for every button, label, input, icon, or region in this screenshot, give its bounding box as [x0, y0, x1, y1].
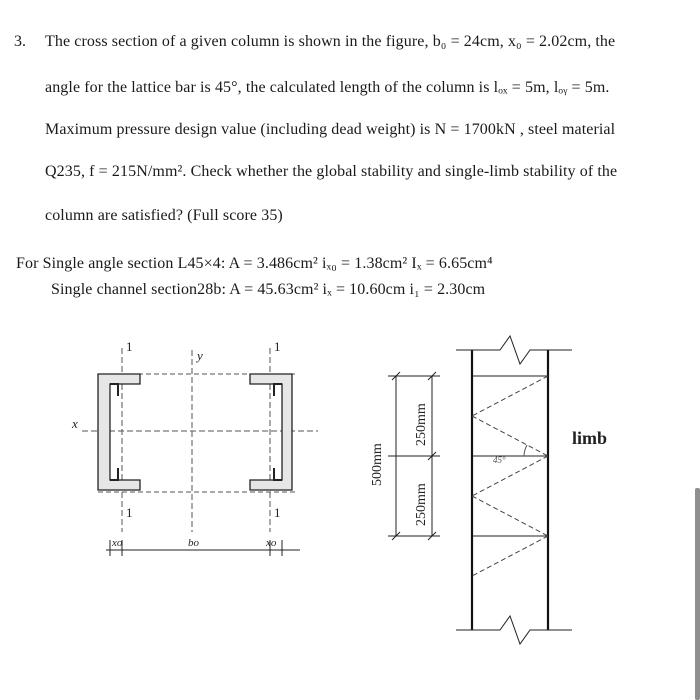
limb-label: limb [572, 428, 608, 448]
angle-arc [524, 445, 527, 456]
break-line-top [456, 336, 572, 364]
lattice-bar-5 [472, 536, 548, 576]
problem-line-1: The cross section of a given column is shown in the figure, b₀ = 24cm, x₀ = 2.02cm, the [45, 33, 616, 50]
problem-line-3: Maximum pressure design value (including dead weight) is N = 1700kN , steel material [45, 121, 616, 138]
lattice-bar-4 [472, 496, 548, 536]
scrollbar[interactable] [695, 488, 700, 700]
axis-1-label-tr: 1 [274, 339, 281, 354]
lattice-bar-3 [472, 456, 548, 496]
axis-1-label-bl: 1 [126, 505, 133, 520]
problem-line-5: column are satisfied? (Full score 35) [45, 207, 283, 224]
dim-500mm: 500mm [370, 443, 385, 486]
problem-line-2: angle for the lattice bar is 45°, the calculated length of the column is lₒₓ = 5m, lₒᵧ = 5m. [45, 79, 610, 96]
lattice-bar-1 [472, 376, 548, 416]
dim-250mm-lower: 250mm [414, 483, 429, 526]
problem-line-4: Q235, f = 215N/mm². Check whether the global stability and single-limb stability of the [45, 163, 618, 180]
dim-b0: bo [188, 537, 199, 549]
given-line-2: Single channel section28b: A = 45.63cm² iₓ = 10.60cm i₁ = 2.30cm [51, 281, 486, 298]
axis-1-label-tl: 1 [126, 339, 133, 354]
lattice-bar-2 [472, 416, 548, 456]
break-line-bottom [456, 616, 572, 644]
axis-1-label-br: 1 [274, 505, 281, 520]
dim-x0-left: xo [112, 537, 123, 549]
dim-250mm-upper: 250mm [414, 403, 429, 446]
given-line-1: For Single angle section L45×4: A = 3.486cm² iₓ₀ = 1.38cm² Iₓ = 6.65cm⁴ [16, 255, 493, 272]
axis-x-label: x [72, 416, 78, 431]
dim-x0-right: xo [266, 537, 277, 549]
problem-number: 3. [14, 33, 26, 50]
angle-45-label: 45° [493, 455, 506, 465]
axis-y-label: y [197, 348, 203, 363]
